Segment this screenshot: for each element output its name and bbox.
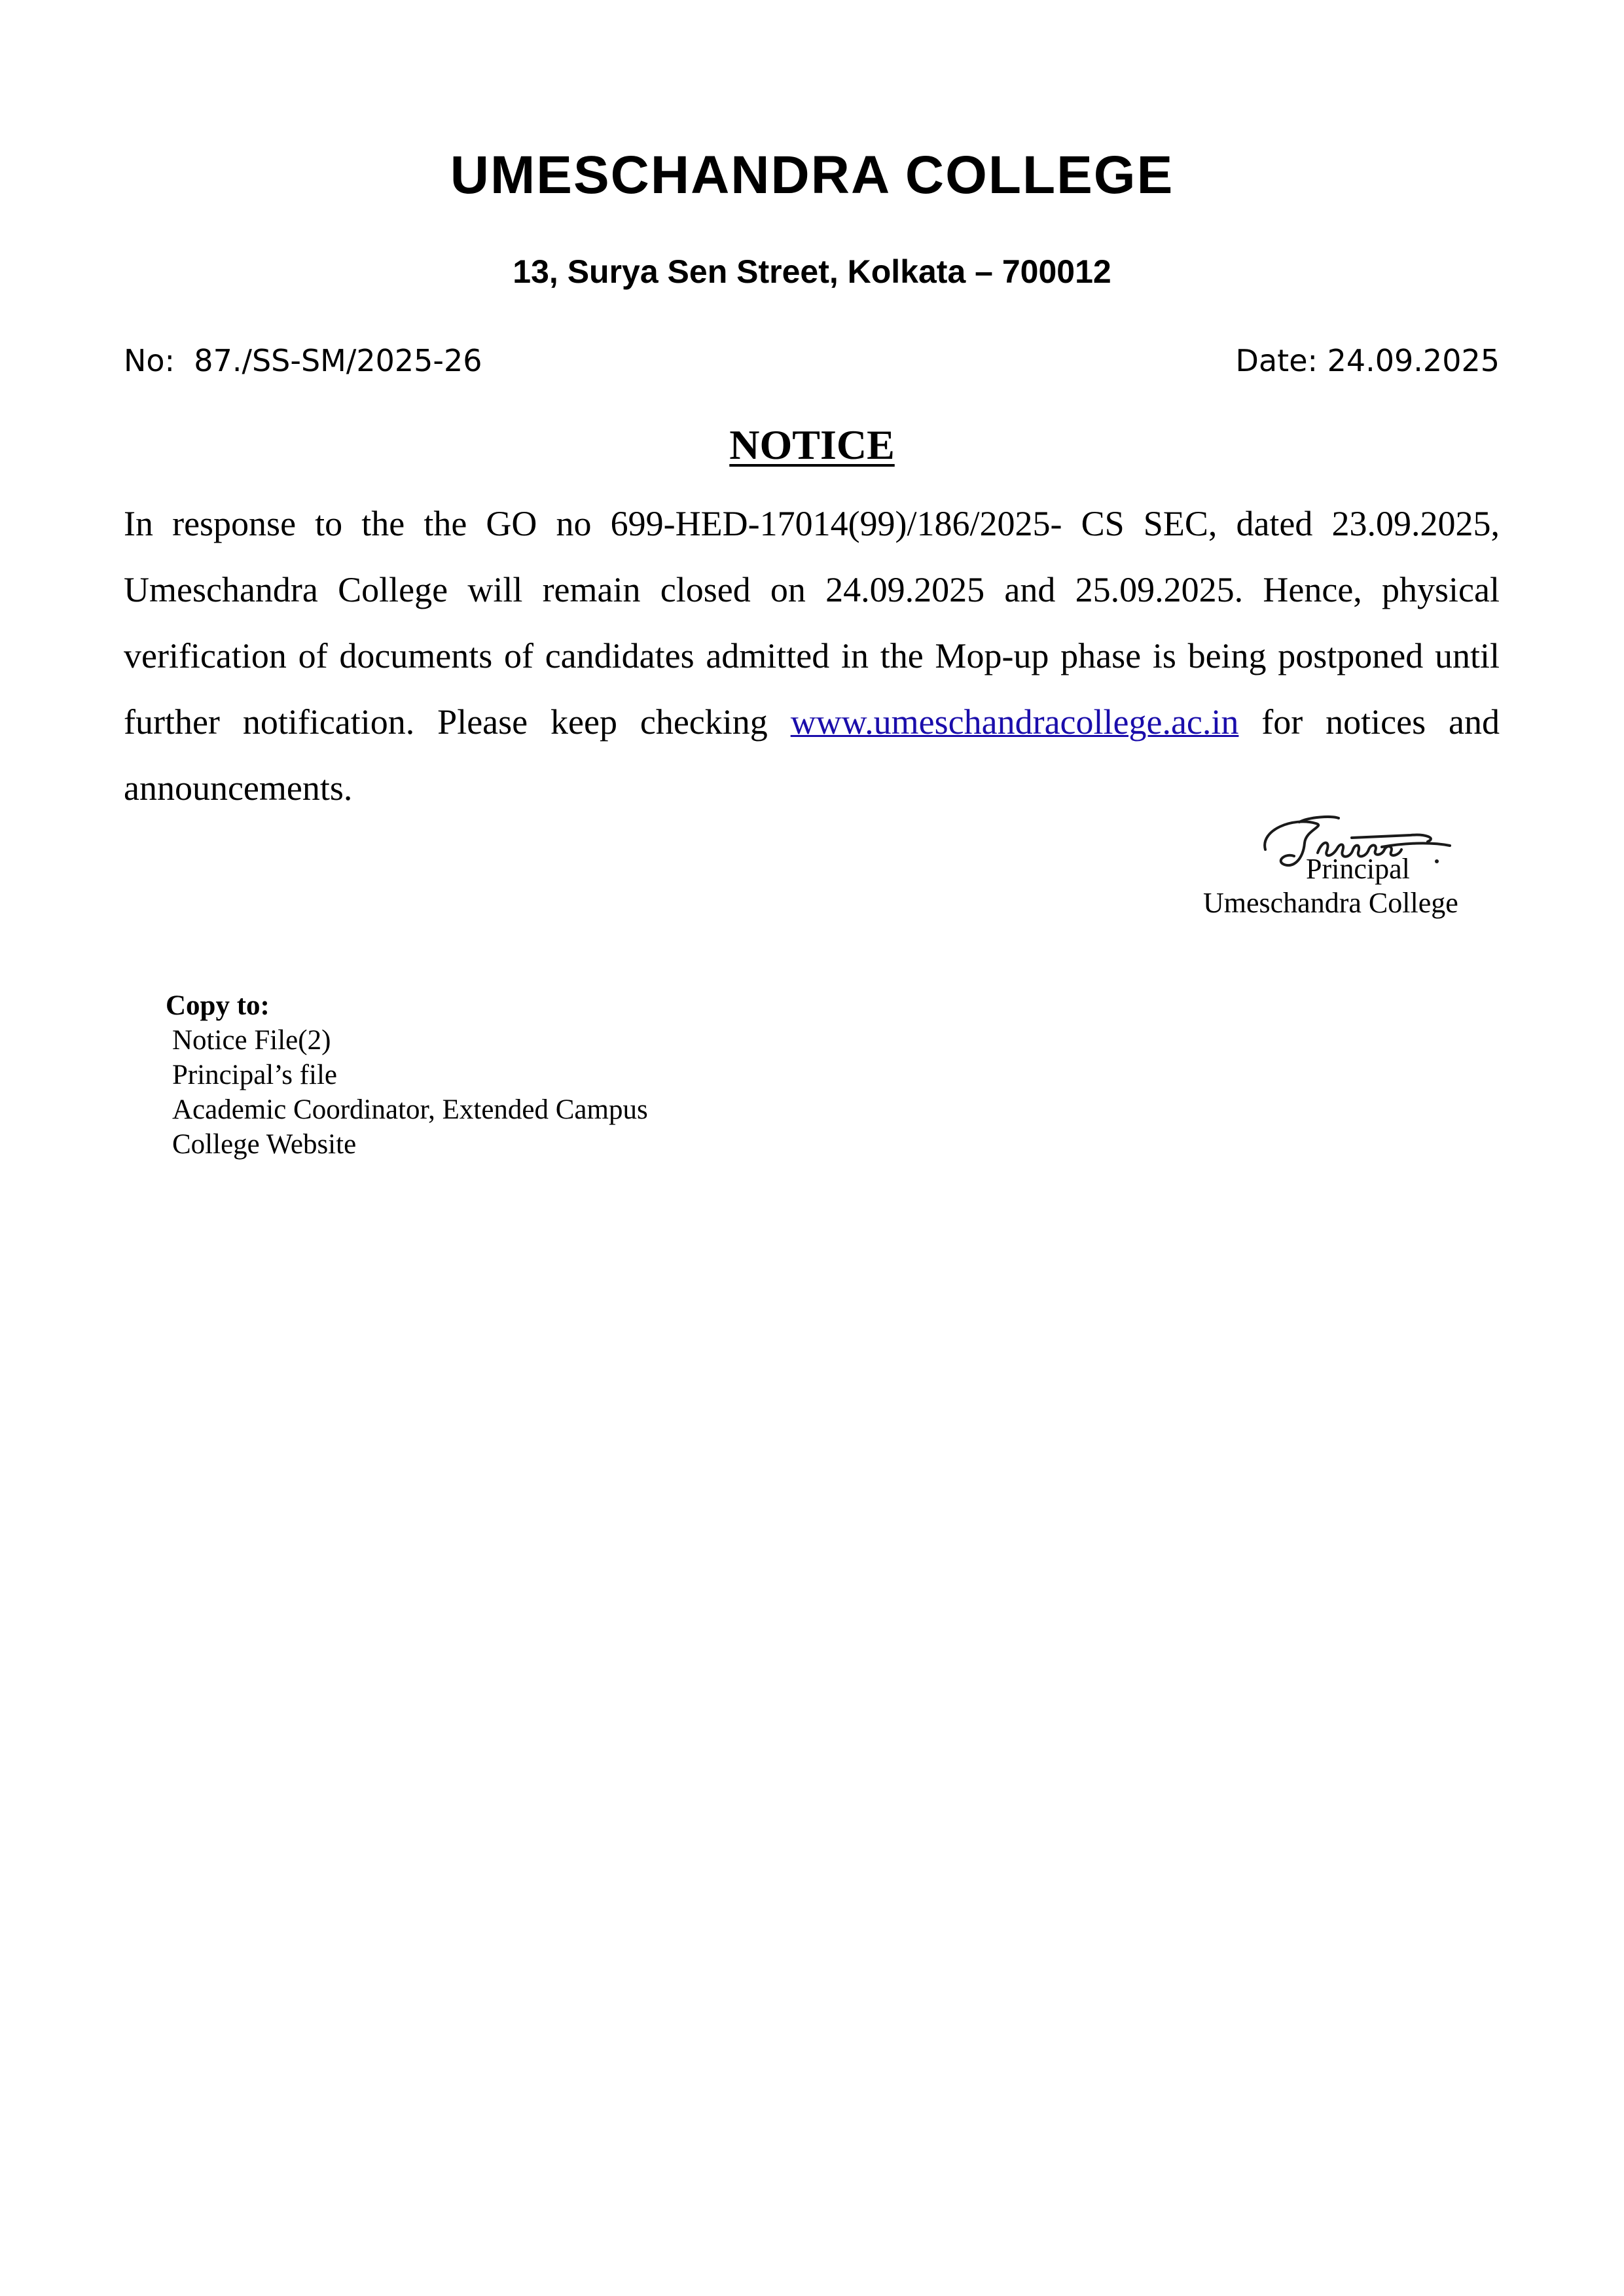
list-item: Notice File(2): [172, 1025, 331, 1056]
list-item: Principal’s file: [172, 1060, 337, 1090]
notice-body-text: In response to the the GO no 699-HED-17014(99)/186/2025- CS SEC, dated 23.09.2025, Umeschandra College will remain closed on 24.09.2025 and 25.09.2025. Hence, physical verification of documents of candidates admitted in the Mop-up phase is being postponed until further notification. Please keep checking: [124, 504, 1500, 742]
list-item: Academic Coordinator, Extended Campus: [172, 1094, 648, 1125]
notice-body: [124, 491, 1500, 821]
reference-number: No: 87./SS-SM/2025-26: [124, 343, 482, 378]
institution-title: UMESCHANDRA COLLEGE: [450, 145, 1174, 205]
notice-date: Date: 24.09.2025: [1235, 343, 1500, 378]
signatory-institution: Umeschandra College: [1203, 887, 1458, 919]
copy-to-heading: Copy to:: [166, 990, 270, 1021]
copy-to-section: [166, 988, 648, 1162]
notice-body-text-end: for notices and announcements.: [124, 702, 1500, 808]
institution-address: 13, Surya Sen Street, Kolkata – 700012: [513, 253, 1111, 290]
notice-heading: NOTICE: [729, 422, 895, 468]
copy-to-list: [166, 1023, 648, 1162]
reference-row: [124, 339, 1500, 382]
college-website-link[interactable]: www.umeschandracollege.ac.in: [790, 702, 1239, 742]
signatory-title: Principal: [1306, 853, 1410, 885]
list-item: College Website: [172, 1129, 357, 1160]
